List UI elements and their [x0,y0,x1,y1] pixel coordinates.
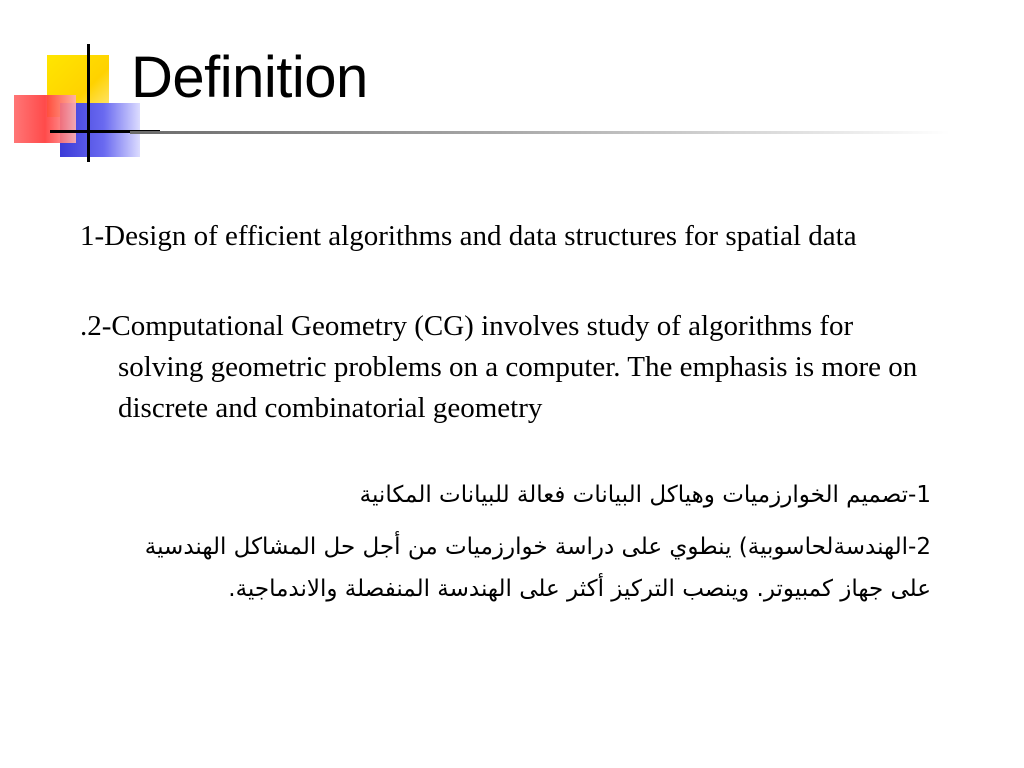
logo-red-square [14,95,76,143]
point-ar-1: 1-تصميم الخوارزميات وهياكل البيانات فعالة للبيانات المكانية [359,482,931,508]
point-en-1-text: 1-Design of efficient algorithms and data structures for spatial data [80,220,857,252]
title-underline [130,131,950,134]
point-en-1 [80,216,940,257]
logo-vertical-line [87,44,90,162]
point-ar-2: 2-الهندسةلحاسوبية) ينطوي على دراسة خوارزميات من أجل حل المشاكل الهندسية على جهاز كمبيوتر. وينصب التركيز أكثر على الهندسة المنفصلة والاندماجية. [144,534,931,602]
point-en-2-text: .2-Computational Geometry (CG) involves study of algorithms for solving geometric problems on a computer. The emphasis is more on discrete and combinatorial geometry [80,310,918,424]
slide-title: Definition [131,45,368,110]
point-en-2 [80,306,940,429]
